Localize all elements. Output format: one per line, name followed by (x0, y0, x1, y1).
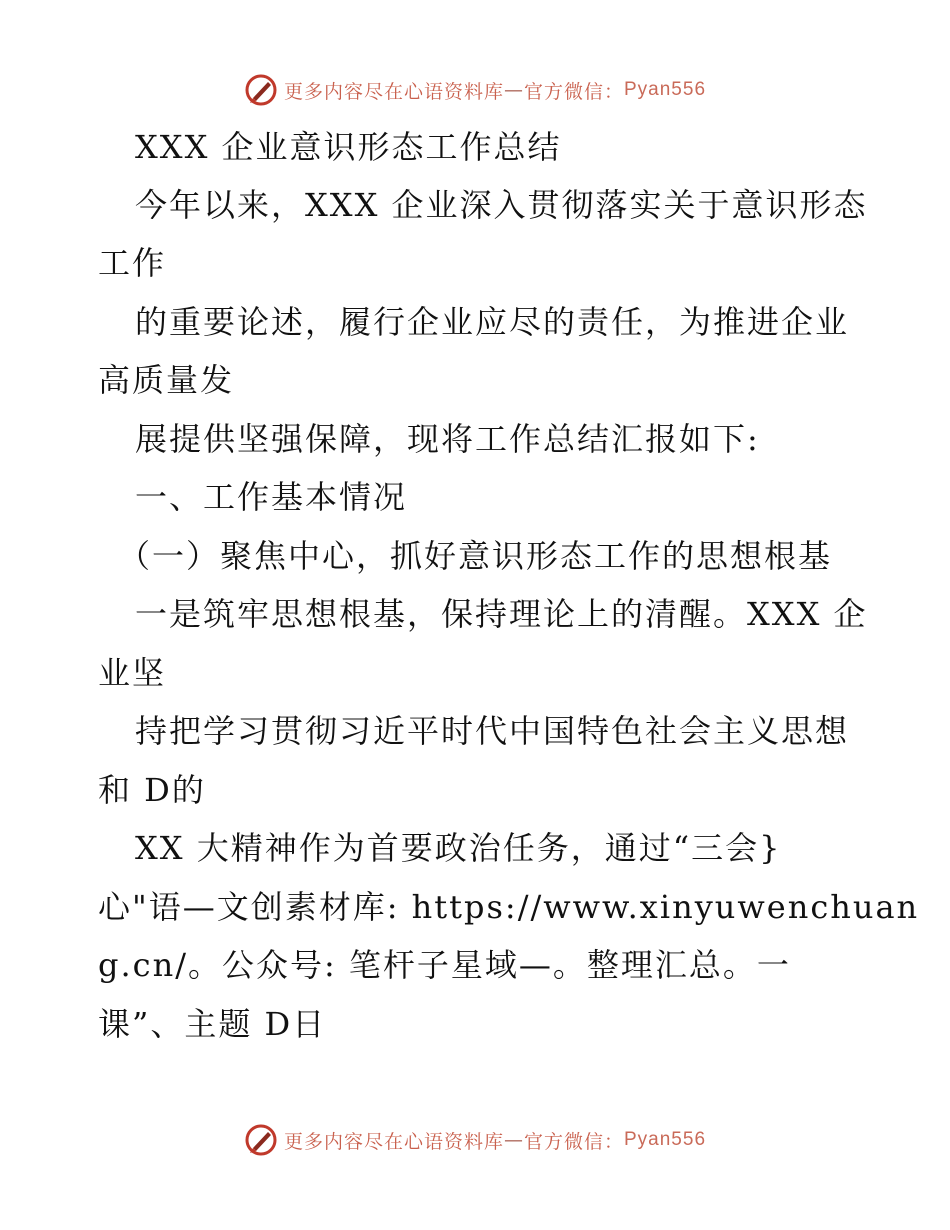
banner-separator: — (503, 1129, 524, 1151)
paragraph-line: 持把学习贯彻习近平时代中国特色社会主义思想 (135, 712, 850, 750)
section-heading: 一、工作基本情况 (135, 478, 408, 516)
paragraph-line: 业坚 (98, 654, 167, 692)
paragraph-line: 一是筑牢思想根基，保持理论上的清醒。XXX 企 (135, 595, 868, 633)
banner-wechat-id: Pyan556 (624, 79, 707, 100)
banner-separator: — (503, 79, 524, 101)
subsection-heading: （一）聚焦中心，抓好意识形态工作的思想根基 (118, 537, 833, 575)
banner-site-text: 更多内容尽在心语资料库 (283, 1130, 504, 1153)
brush-logo-icon (244, 1123, 278, 1157)
paragraph-line: 和 D的 (98, 771, 206, 809)
paragraph-line: 的重要论述，履行企业应尽的责任，为推进企业 (135, 303, 850, 341)
banner-wechat-label: 官方微信： (523, 1130, 624, 1153)
banner-wechat-label: 官方微信： (523, 80, 624, 103)
document-title: XXX 企业意识形态工作总结 (135, 128, 562, 166)
paragraph-line: 高质量发 (98, 361, 235, 399)
banner-site-text: 更多内容尽在心语资料库 (283, 80, 504, 103)
paragraph-line: g.cn/。公众号: 笔杆子星域—。整理汇总。一 (98, 946, 791, 984)
paragraph-line: XX 大精神作为首要政治任务，通过“三会} (135, 829, 782, 867)
paragraph-line: 课”、主题 D日 (98, 1005, 327, 1043)
footer-banner (0, 1120, 950, 1160)
paragraph-line: 心"语—文创素材库: https://www.xinyuwenchuan (98, 888, 920, 926)
paragraph-line: 展提供坚强保障，现将工作总结汇报如下: (135, 420, 760, 458)
paragraph-line: 工作 (98, 244, 167, 282)
paragraph-line: 今年以来，XXX 企业深入贯彻落实关于意识形态 (135, 186, 868, 224)
banner-wechat-id: Pyan556 (624, 1129, 707, 1150)
